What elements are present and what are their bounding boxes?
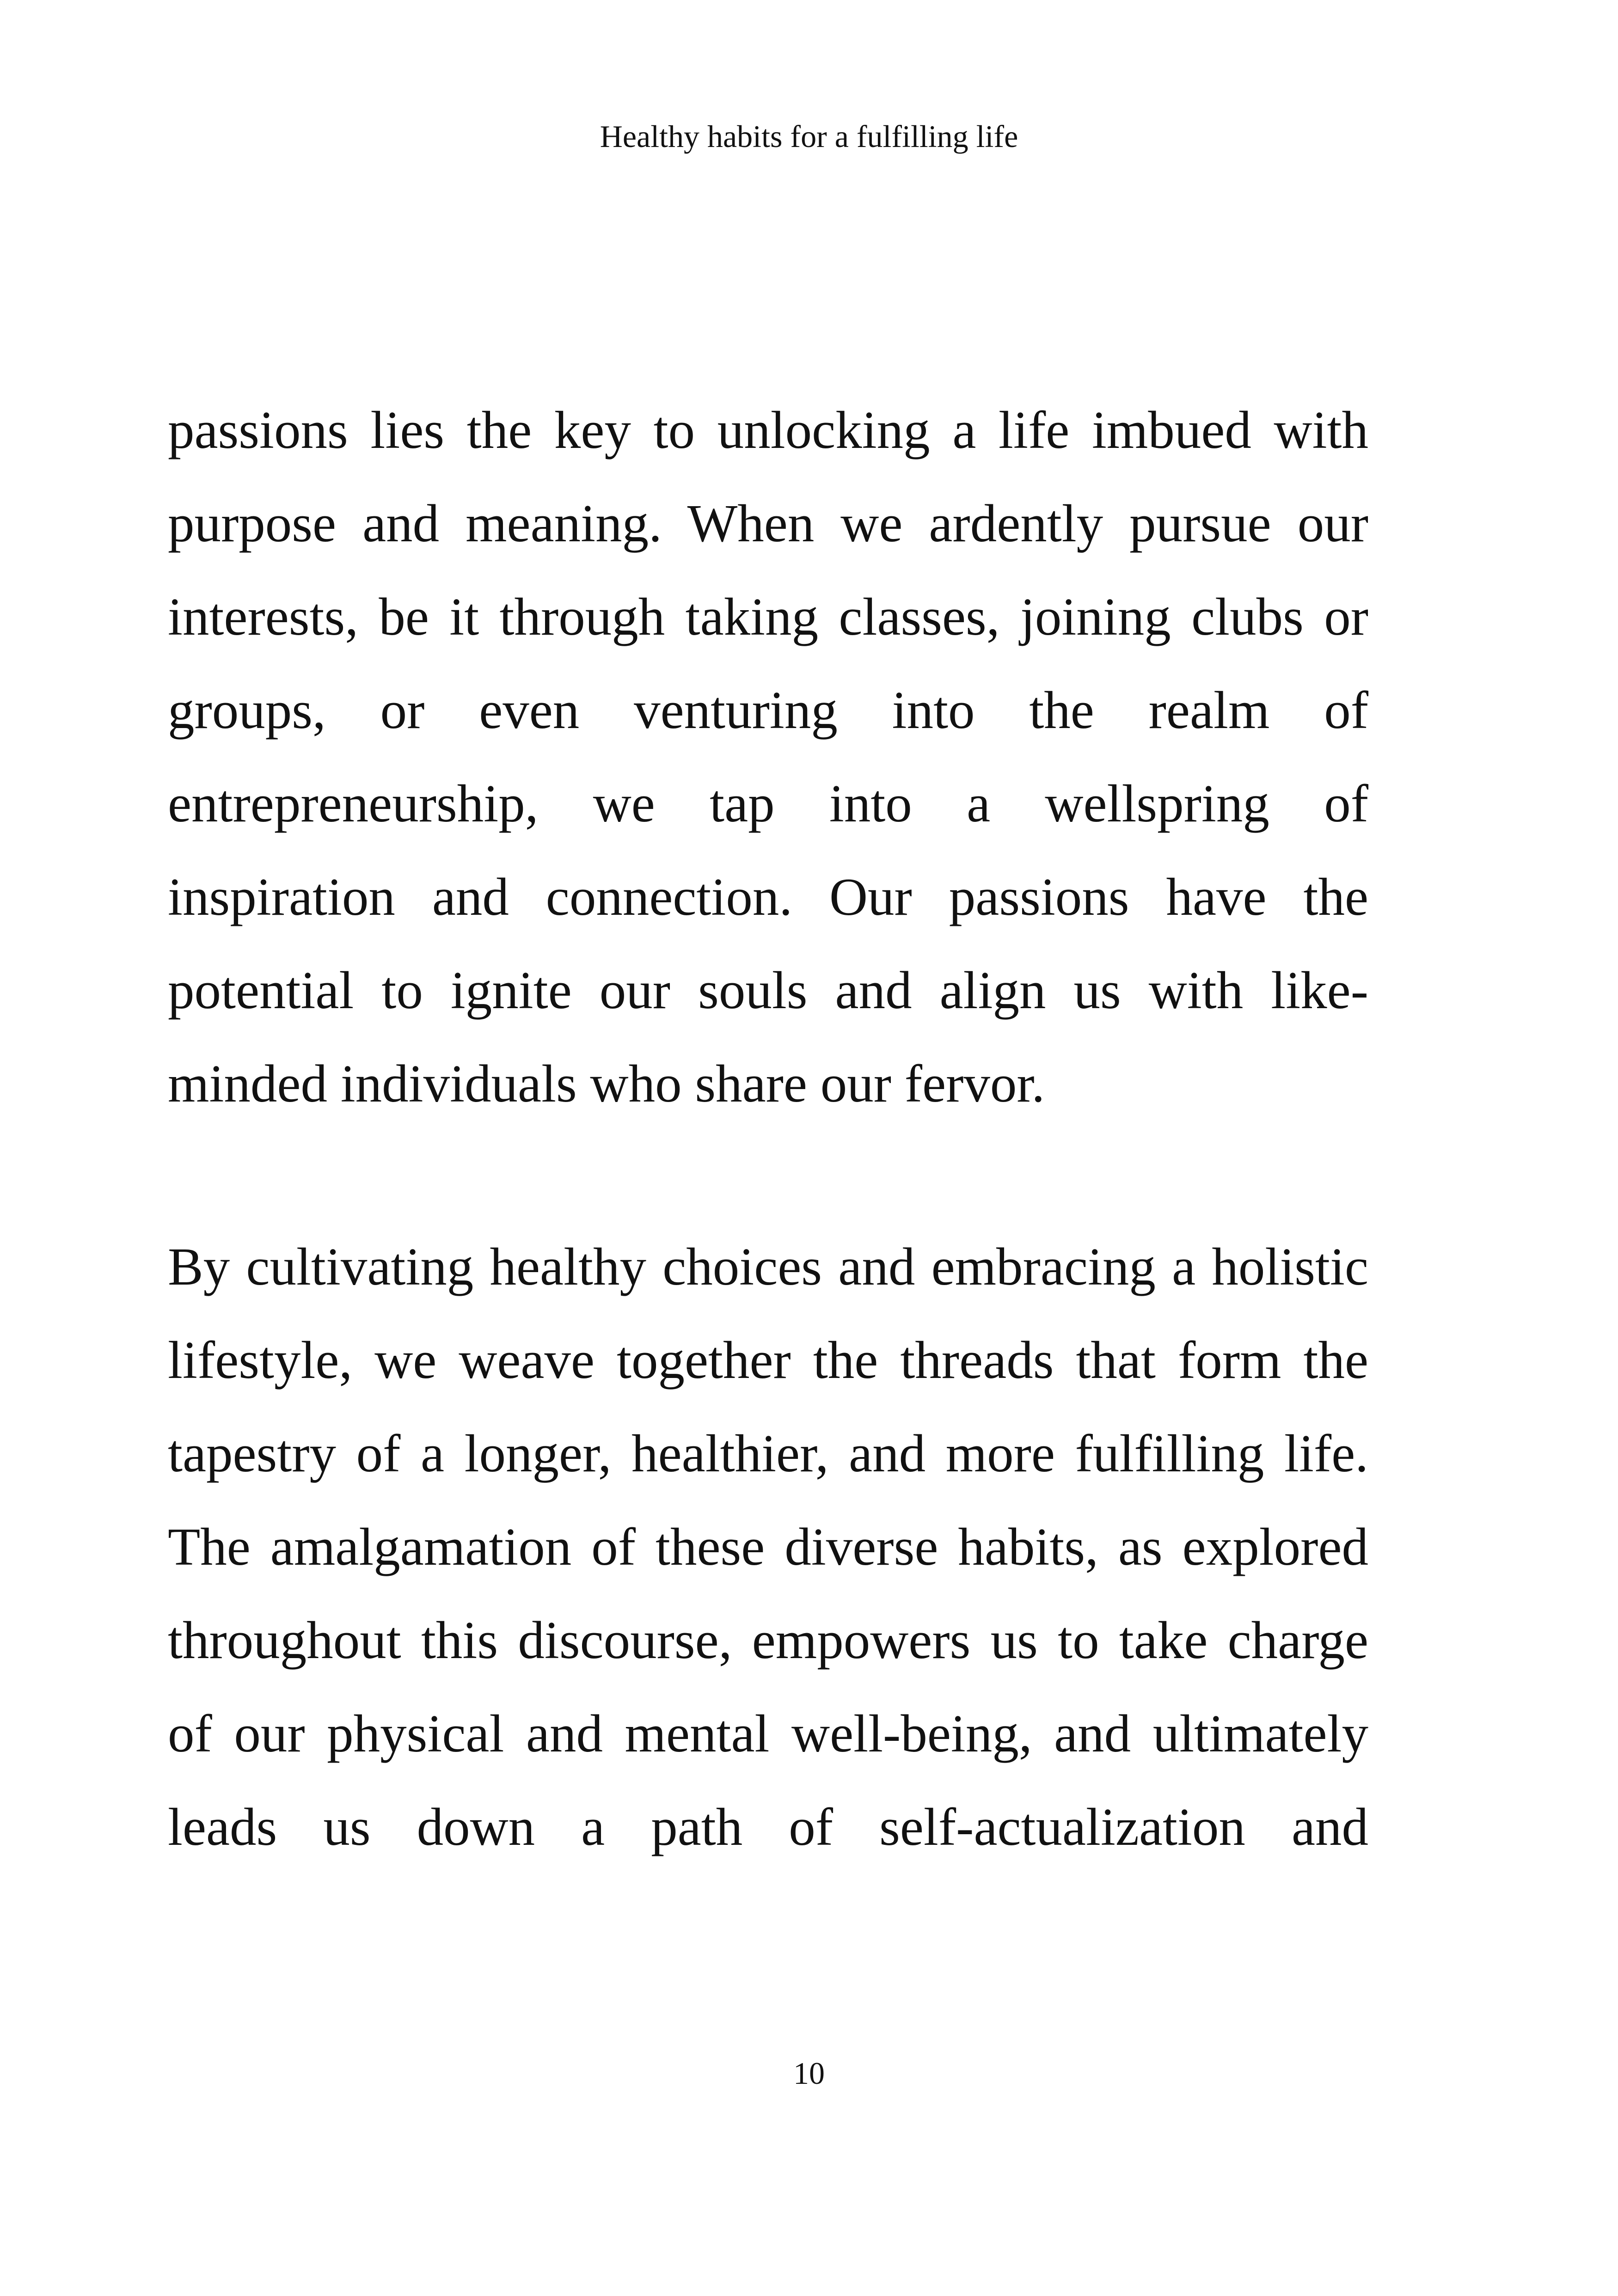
text-line: groups, or even venturing into the realm of (168, 681, 1368, 740)
text-line: tapestry of a longer, healthier, and more fulfilling life. (168, 1424, 1368, 1483)
text-line: of our physical and mental well-being, and ultimately (168, 1704, 1368, 1763)
text-line: potential to ignite our souls and align us with like- (168, 961, 1368, 1020)
text-line: throughout this discourse, empowers us to take charge (168, 1611, 1368, 1670)
text-line: inspiration and connection. Our passions have the (168, 868, 1368, 926)
running-header: Healthy habits for a fulfilling life (600, 119, 1018, 154)
text-line: entrepreneurship, we tap into a wellspring of (168, 774, 1368, 833)
page-number: 10 (793, 2056, 825, 2091)
text-line: The amalgamation of these diverse habits, as explored (168, 1518, 1368, 1576)
text-line: lifestyle, we weave together the threads that form the (168, 1331, 1368, 1390)
paragraph-1 (168, 384, 1368, 1131)
paragraph-2 (168, 1220, 1368, 1874)
text-line: minded individuals who share our fervor. (168, 1054, 1045, 1113)
text-line: By cultivating healthy choices and embracing a holistic (168, 1237, 1368, 1296)
text-line: purpose and meaning. When we ardently pursue our (168, 494, 1368, 553)
text-line: interests, be it through taking classes, joining clubs or (168, 588, 1368, 646)
text-line: passions lies the key to unlocking a life imbued with (168, 401, 1368, 459)
text-line: leads us down a path of self-actualization and (168, 1798, 1368, 1856)
